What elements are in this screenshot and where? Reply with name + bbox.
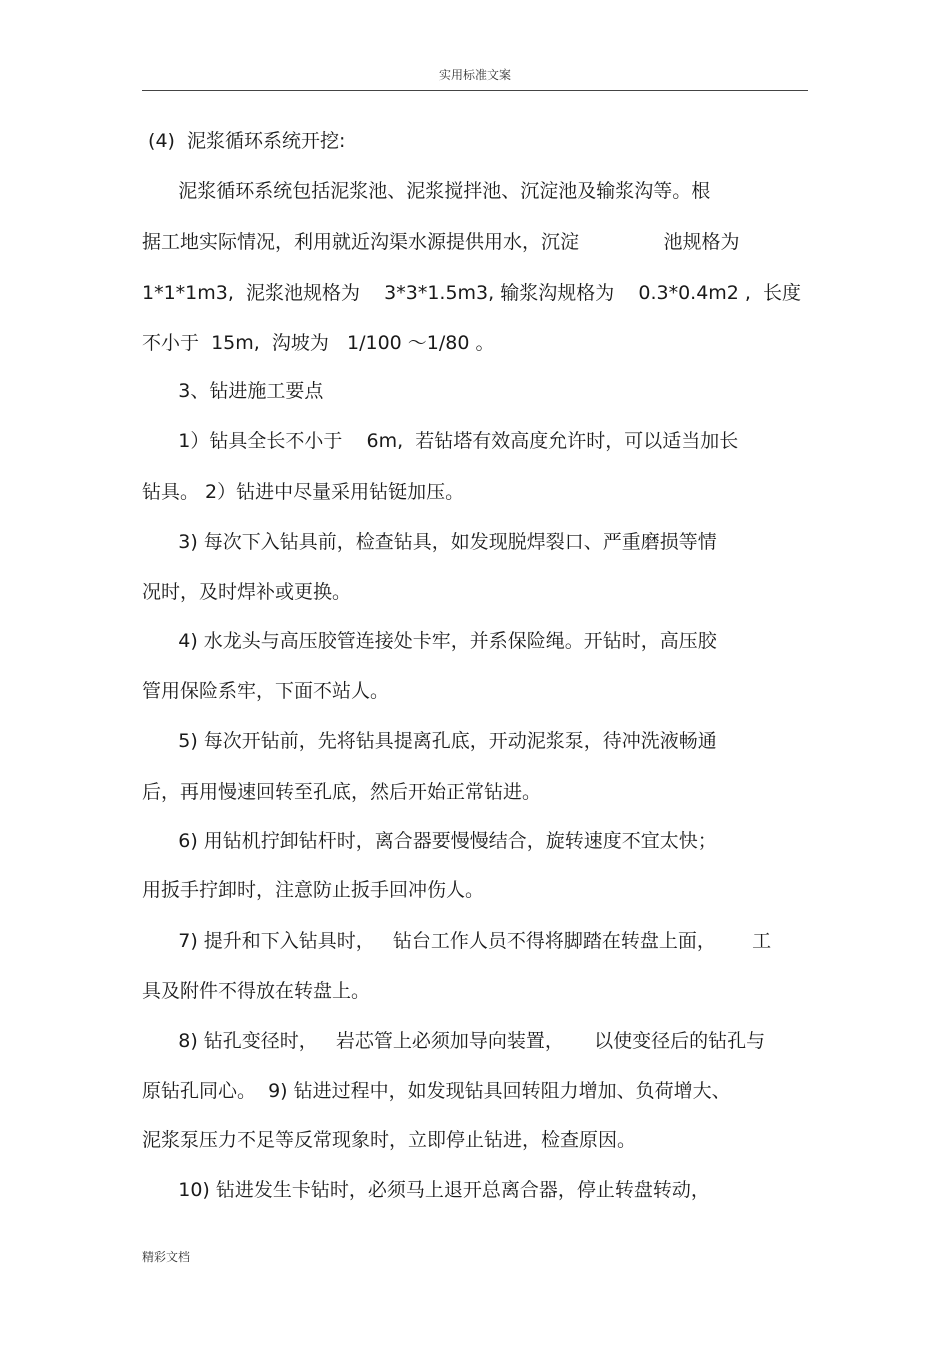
text-line: 泥浆泵压力不足等反常现象时，立即停止钻进，检查原因。: [142, 1129, 637, 1151]
text-line: 况时，及时焊补或更换。: [142, 581, 352, 603]
page-footer: 精彩文档: [142, 1250, 191, 1264]
text-line: 4) 水龙头与高压胶管连接处卡牢，并系保险绳。开钻时，高压胶: [142, 630, 717, 652]
text-line: 泥浆循环系统包括泥浆池、泥浆搅拌池、沉淀池及输浆沟等。根: [142, 180, 711, 202]
text-line: 6) 用钻机拧卸钻杆时，离合器要慢慢结合，旋转速度不宜太快；: [142, 830, 717, 852]
text-line: 用扳手拧卸时，注意防止扳手回冲伤人。: [142, 879, 485, 901]
text-line: 据工地实际情况，利用就近沟渠水源提供用水，沉淀 池规格为: [142, 231, 740, 253]
text-line: 7) 提升和下入钻具时， 钻台工作人员不得将脚踏在转盘上面， 工: [142, 930, 772, 952]
text-line: 1*1*1m3, 泥浆池规格为 3*3*1.5m3, 输浆沟规格为 0.3*0.4m2 , 长度: [142, 282, 802, 304]
text-line: 5) 每次开钻前，先将钻具提离孔底，开动泥浆泵，待冲洗液畅通: [142, 730, 717, 752]
text-line: (4) 泥浆循环系统开挖:: [142, 130, 346, 152]
text-line: 3、钻进施工要点: [142, 380, 324, 402]
header-rule: [142, 90, 808, 91]
text-line: 8) 钻孔变径时， 岩芯管上必须加导向装置， 以使变径后的钻孔与: [142, 1030, 766, 1052]
text-line: 不小于 15m, 沟坡为 1/100 ～1/80 。: [142, 332, 495, 354]
text-line: 原钻孔同心。 9) 钻进过程中，如发现钻具回转阻力增加、负荷增大、: [142, 1080, 731, 1102]
text-line: 10) 钻进发生卡钻时，必须马上退开总离合器，停止转盘转动，: [142, 1179, 710, 1201]
text-line: 1）钻具全长不小于 6m, 若钻塔有效高度允许时，可以适当加长: [142, 430, 739, 452]
text-line: 钻具。 2）钻进中尽量采用钻铤加压。: [142, 481, 465, 503]
text-line: 后，再用慢速回转至孔底，然后开始正常钻进。: [142, 781, 542, 803]
page-header: 实用标准文案: [438, 68, 511, 82]
text-line: 管用保险系牢，下面不站人。: [142, 680, 390, 702]
text-line: 3) 每次下入钻具前，检查钻具，如发现脱焊裂口、严重磨损等情: [142, 531, 717, 553]
text-line: 具及附件不得放在转盘上。: [142, 980, 371, 1002]
